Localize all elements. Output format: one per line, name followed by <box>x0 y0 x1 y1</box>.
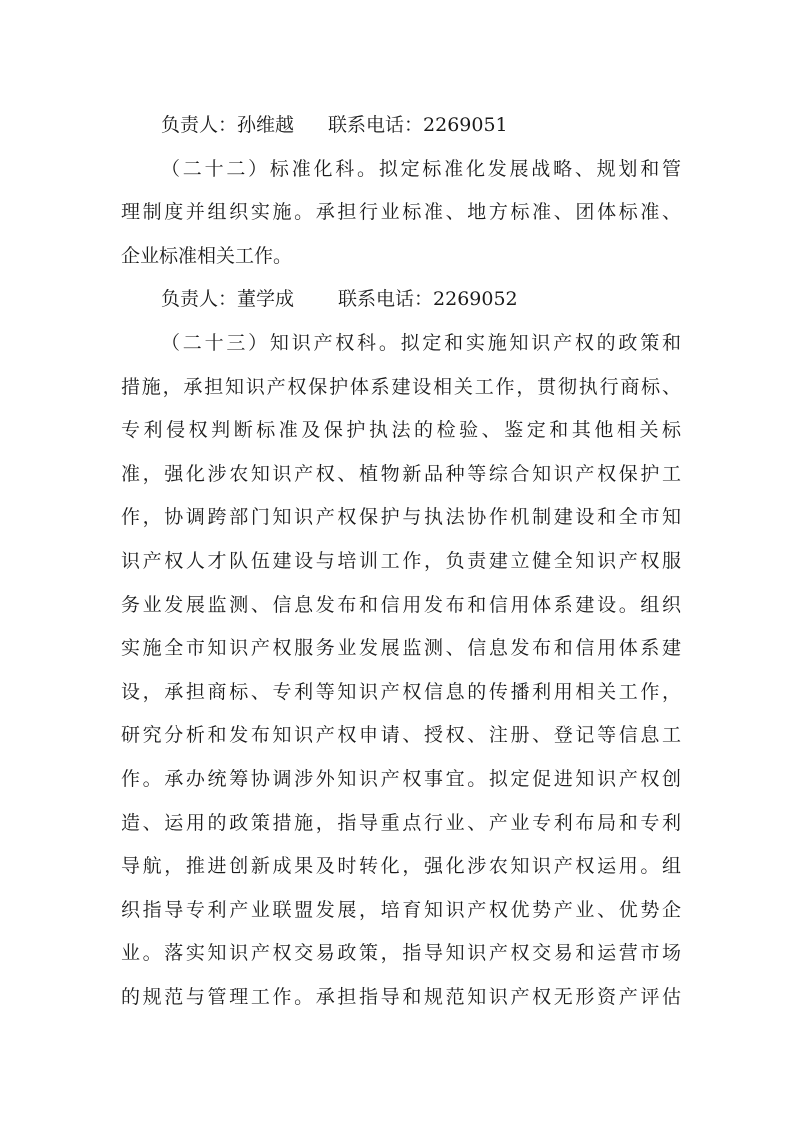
paragraph-line: 作，协调跨部门知识产权保护与执法协作机制建设和全市知 <box>121 506 681 529</box>
paragraph-line: 的规范与管理工作。承担指导和规范知识产权无形资产评估 <box>121 985 681 1008</box>
contact-line-2 <box>121 278 681 322</box>
contact-phone: 联系电话：2269051 <box>328 114 508 136</box>
paragraph-line: 理制度并组织实施。承担行业标准、地方标准、团体标准、 <box>121 201 681 224</box>
paragraph-line: 准，强化涉农知识产权、植物新品种等综合知识产权保护工 <box>121 462 681 485</box>
document-body <box>121 104 681 1019</box>
paragraph-line: 研究分析和发布知识产权申请、授权、注册、登记等信息工 <box>121 724 681 747</box>
paragraph-line: （二十三）知识产权科。拟定和实施知识产权的政策和 <box>161 331 681 354</box>
paragraph-line: （二十二）标准化科。拟定标准化发展战略、规划和管 <box>161 157 681 180</box>
paragraph-line: 设，承担商标、专利等知识产权信息的传播利用相关工作， <box>121 680 681 703</box>
paragraph-line: 造、运用的政策措施，指导重点行业、产业专利布局和专利 <box>121 811 681 834</box>
contact-line-1 <box>121 104 681 148</box>
paragraph-line: 导航，推进创新成果及时转化，强化涉农知识产权运用。组 <box>121 855 681 878</box>
paragraph-line: 专利侵权判断标准及保护执法的检验、鉴定和其他相关标 <box>121 419 681 442</box>
paragraph-line: 务业发展监测、信息发布和信用发布和信用体系建设。组织 <box>121 593 681 616</box>
paragraph-line: 识产权人才队伍建设与培训工作，负责建立健全知识产权服 <box>121 549 681 572</box>
responsible-person: 负责人：孙维越 <box>161 114 295 136</box>
paragraph-line: 措施，承担知识产权保护体系建设相关工作，贯彻执行商标、 <box>121 375 681 398</box>
responsible-person: 负责人：董学成 <box>161 288 295 311</box>
paragraph-line: 企业标准相关工作。 <box>121 244 293 267</box>
paragraph-line: 业。落实知识产权交易政策，指导知识产权交易和运营市场 <box>121 942 681 965</box>
paragraph-line: 作。承办统筹协调涉外知识产权事宜。拟定促进知识产权创 <box>121 767 681 790</box>
paragraph-line: 织指导专利产业联盟发展，培育知识产权优势产业、优势企 <box>121 898 681 921</box>
paragraph-line: 实施全市知识产权服务业发展监测、信息发布和信用体系建 <box>121 637 681 660</box>
contact-phone: 联系电话：2269052 <box>338 288 518 311</box>
